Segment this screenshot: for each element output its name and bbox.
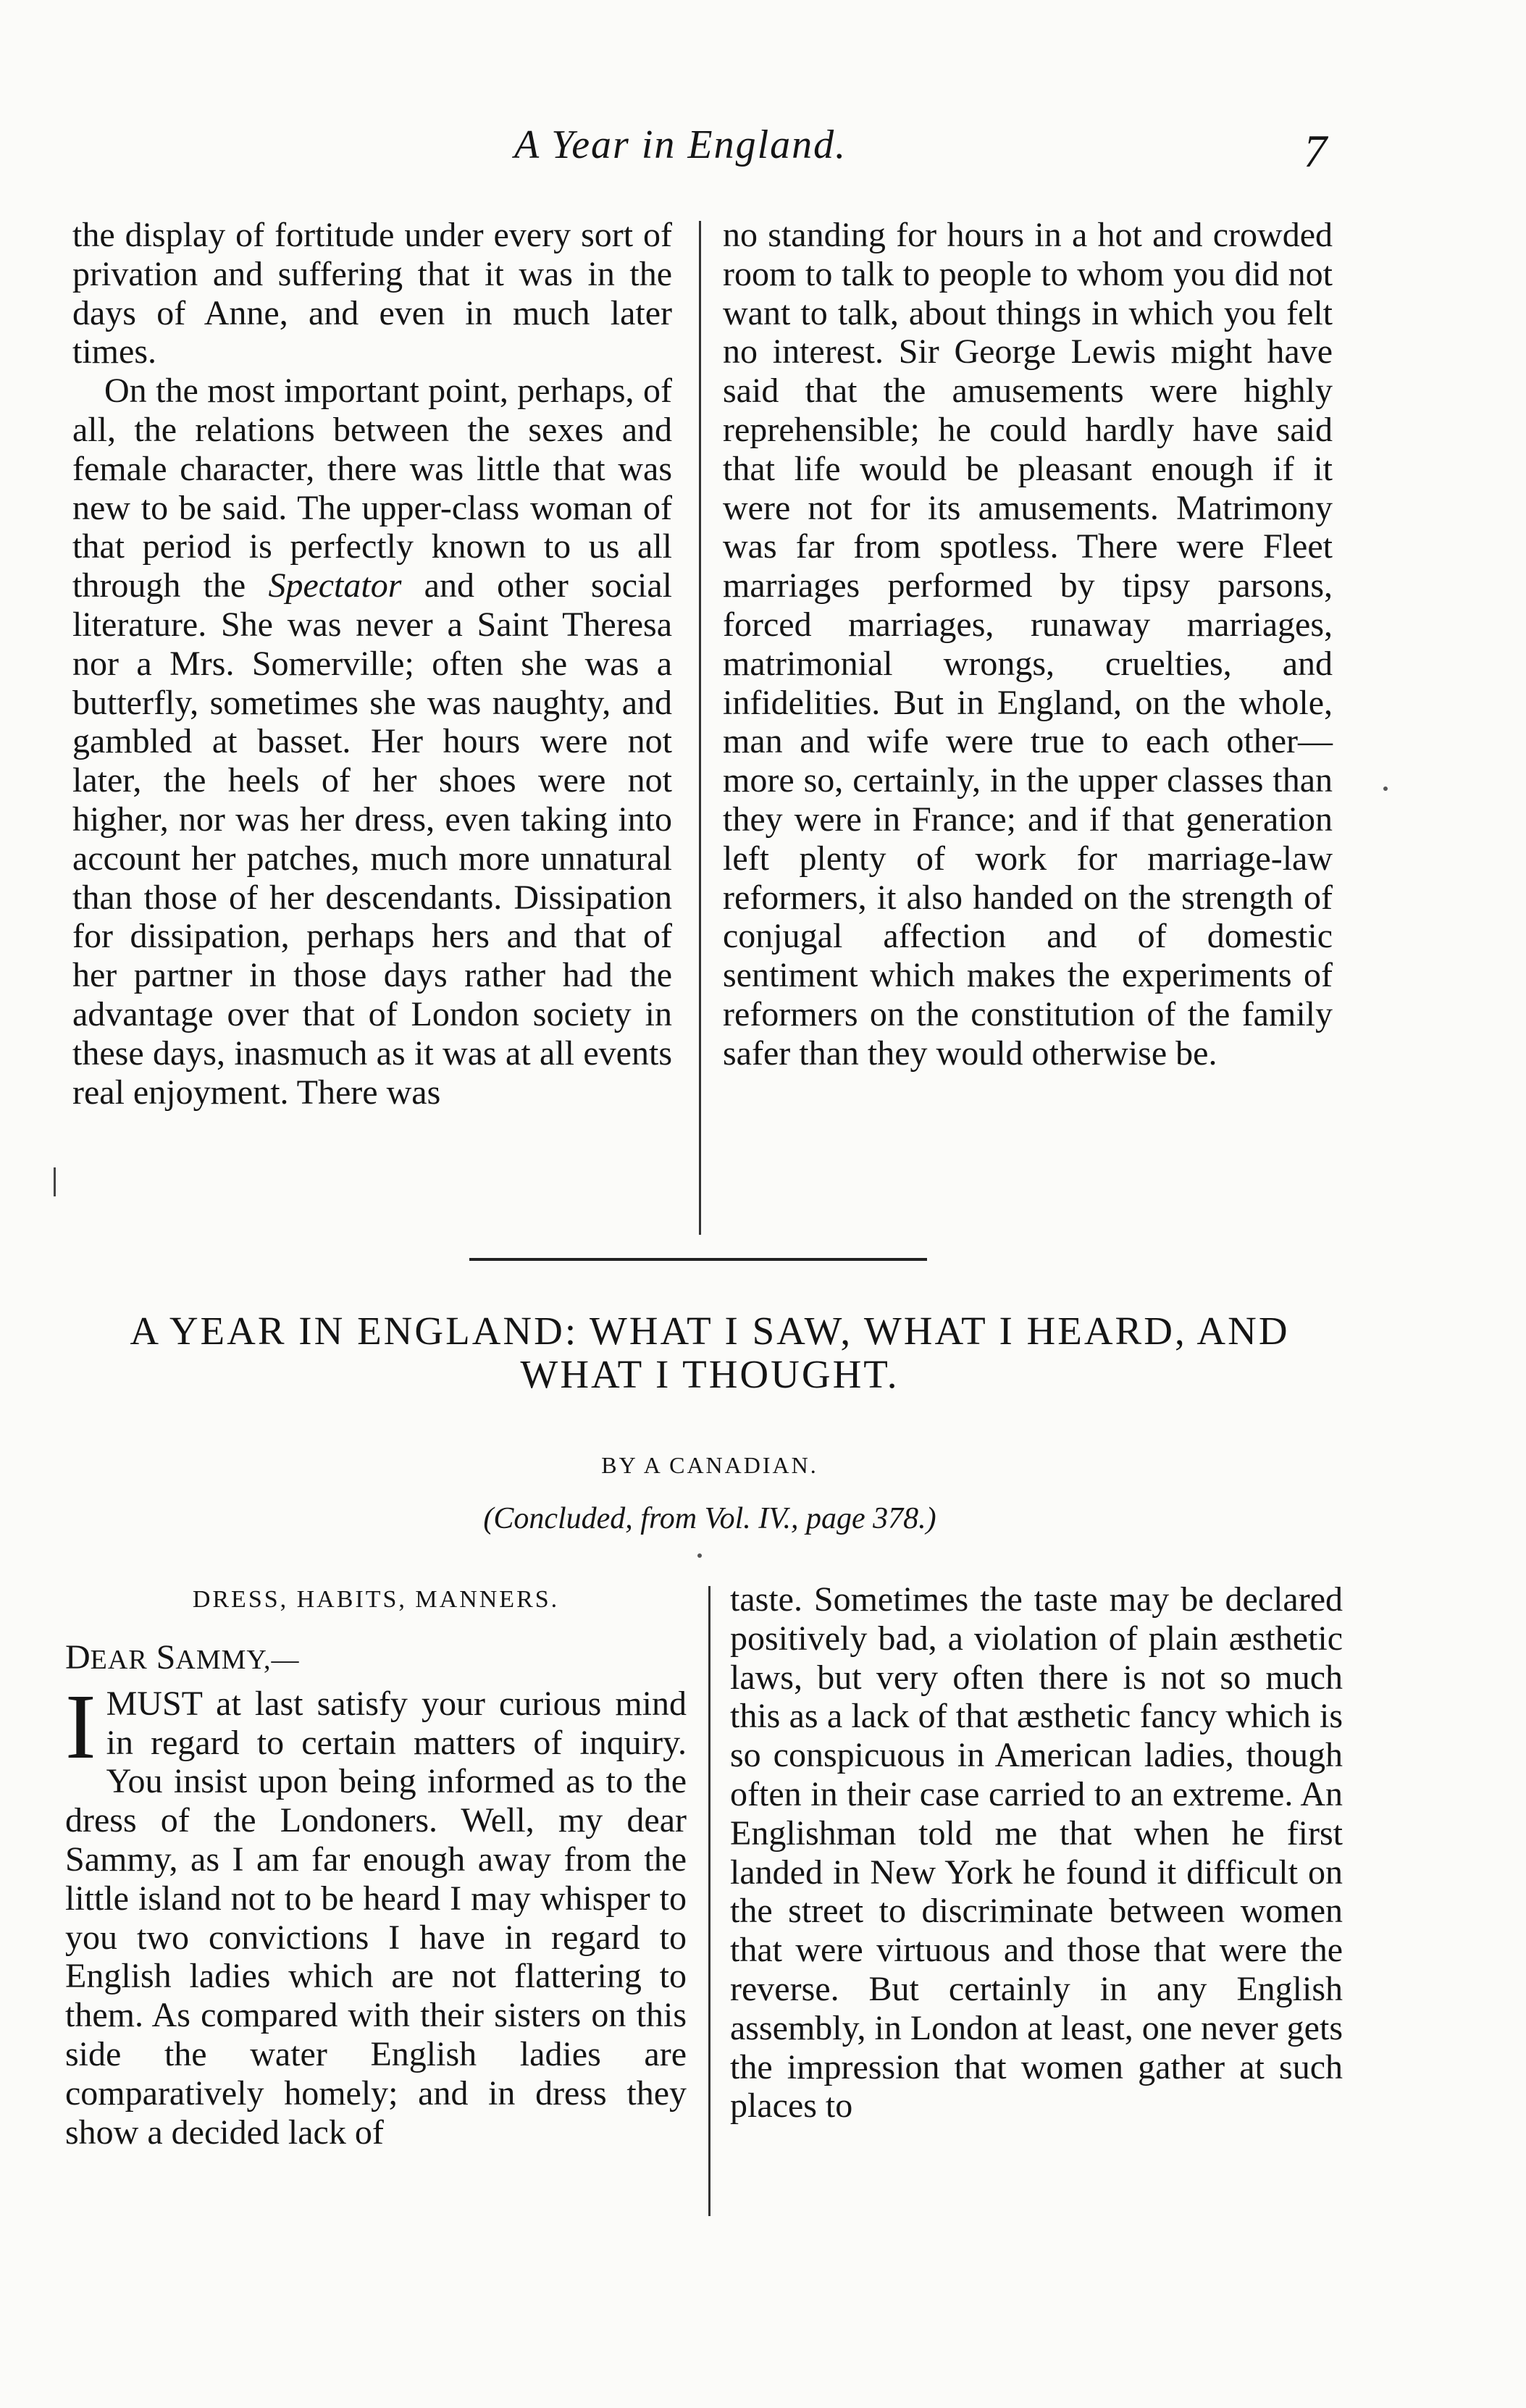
column-2 xyxy=(723,216,1333,1073)
column-4 xyxy=(730,1580,1343,2126)
paragraph: the display of fortitude under every sort of privation and suffering that it was in the days of Anne, and even in much later times. xyxy=(72,216,672,372)
running-title: A Year in England. xyxy=(514,122,847,167)
salutation: DEAR SAMMY,— xyxy=(65,1638,300,1677)
column-divider xyxy=(708,1586,710,2216)
running-head xyxy=(0,122,1526,180)
byline: BY A CANADIAN. xyxy=(601,1452,818,1478)
section-heading: DRESS, HABITS, MANNERS. xyxy=(192,1586,560,1613)
drop-cap: I xyxy=(65,1674,96,1778)
center-dot xyxy=(697,1553,702,1558)
paragraph: taste. Sometimes the taste may be declared positively bad, a violation of plain æsthetic laws, but very often there is not so much this as a lack of that æsthetic fancy which is so conspicuous in American ladies, though often in their case carried to an extreme. An Englishman told me that when he first landed in New York he found it difficult on the street to discriminate between women that were virtuous and those that were the reverse. But certainly in any English assembly, in London at least, one never gets the impression that women gather at such places to xyxy=(730,1580,1343,2126)
page-number: 7 xyxy=(1304,125,1327,177)
section-rule xyxy=(469,1258,927,1261)
column-1 xyxy=(72,216,672,1112)
italic-title: Spectator xyxy=(268,566,402,605)
column-divider xyxy=(699,221,701,1235)
article-title: A YEAR IN ENGLAND: WHAT I SAW, WHAT I HEARD, AND WHAT I THOUGHT. xyxy=(130,1309,1290,1396)
paragraph: no standing for hours in a hot and crowded room to talk to people to whom you did not want to talk, about things in which you felt no interest. Sir George Lewis might have said that the amusements were highly reprehensible; he could hardly have said that life would be pleasant enough if it were not for its amusements. Matrimony was far from spotless. There were Fleet marriages performed by tipsy parsons, forced marriages, runaway marriages, matrimonial wrongs, cruelties, and infidelities. But in England, on the whole, man and wife were true to each other—more so, certainly, in the upper classes than they were in France; and if that generation left plenty of work for marriage-law reformers, it also handed on the strength of conjugal affection and of domestic sentiment which makes the experiments of reformers on the constitution of the family safer than they would otherwise be. xyxy=(723,216,1333,1073)
paragraph: On the most important point, perhaps, of all, the relations between the sexes and female character, there was little that was new to be said. The upper-class woman of that period is perfectly known to us all through the Spectator and other social literature. She was never a Saint Theresa nor a Mrs. Somerville; often she was a butterfly, sometimes she was naughty, and gambled at basset. Her hours were not later, the heels of her shoes were not higher, nor was her dress, even taking into account her patches, much more unnatural than those of her descendants. Dissipation for dissipation, perhaps hers and that of her partner in those days rather had the advantage over that of London society in these days, inasmuch as it was at all events real enjoyment. There was xyxy=(72,372,672,1112)
column-3 xyxy=(65,1580,687,2152)
letter-paragraph: IMUST at last satisfy your curious mind in regard to certain matters of inquiry. You insist upon being informed as to the dress of the Londoners. Well, my dear Sammy, as I am far enough away from the little island not to be heard I may whisper to you two convictions I have in regard to English ladies which are not flattering to them. As compared with their sisters on this side the water English ladies are comparatively homely; and in dress they show a decided lack of xyxy=(65,1674,687,2152)
continuation-note: (Concluded, from Vol. IV., page 378.) xyxy=(483,1502,936,1535)
margin-dot xyxy=(1383,786,1388,791)
margin-mark xyxy=(54,1167,56,1196)
